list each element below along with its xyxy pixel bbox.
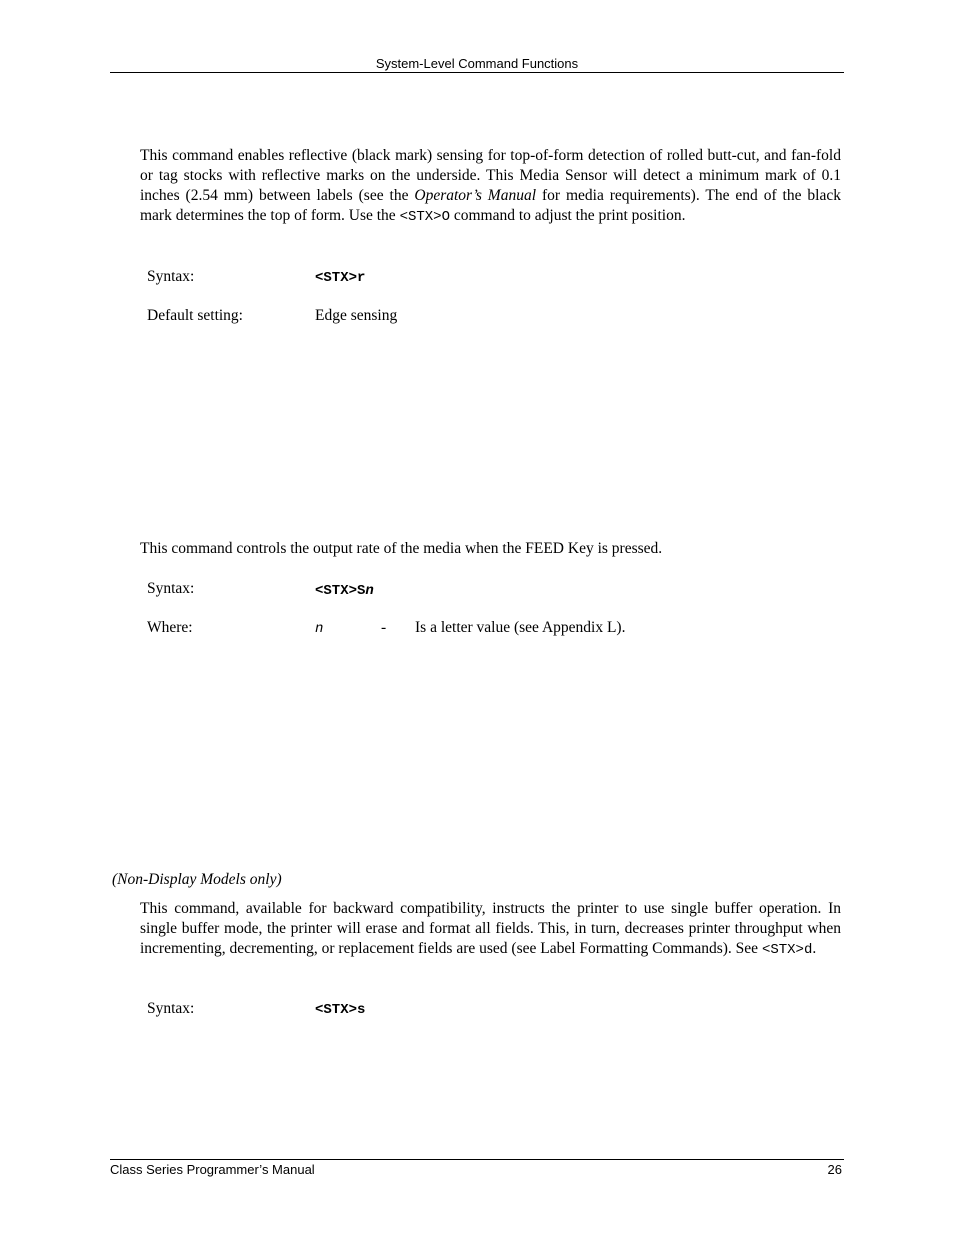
- section-s-text: This command, available for backward compatibility, instructs the printer to use single buffer operation. In single buffer mode, the printer will erase and format all fields. This, in turn, decreases printer throughput when incrementing, decrementing, or replacement fields are used (see Label Formatting Commands). See: [140, 900, 841, 957]
- page-number: 26: [827, 1162, 842, 1177]
- section-r-text-2: for media requirements). The end of the black mark determines the top of form. Use the: [140, 187, 841, 224]
- section-s-description: [140, 899, 841, 960]
- syntax-value: <STX>r: [315, 270, 366, 286]
- model-note: (Non-Display Models only): [112, 871, 282, 888]
- syntax-label: Syntax:: [147, 1000, 195, 1017]
- stx-d-command: <STX>d: [761, 942, 813, 958]
- section-S-description: This command controls the output rate of the media when the FEED Key is pressed.: [140, 540, 663, 557]
- footer-title: Class Series Programmer’s Manual: [110, 1162, 315, 1177]
- section-r-text-1: This command enables reflective (black mark) sensing for top-of-form detection of rolled butt-cut, and fan-fold or tag stocks with reflective marks on the underside. This Media Sensor will detect a minimum mark of 0.1 inches (2.54 mm) between labels (see the: [140, 147, 841, 204]
- syntax-value: [315, 580, 374, 601]
- where-dash: -: [381, 619, 387, 636]
- footer-rule: [110, 1159, 844, 1160]
- header-rule: [110, 72, 844, 73]
- operators-manual-reference: Operator’s Manual: [414, 187, 537, 204]
- where-description: Is a letter value (see Appendix L).: [415, 619, 626, 636]
- page-header: System-Level Command Functions: [375, 56, 579, 71]
- section-r-text-3: command to adjust the print position.: [449, 207, 686, 224]
- syntax-value: <STX>s: [315, 1002, 366, 1018]
- where-label: Where:: [147, 619, 193, 636]
- syntax-label: Syntax:: [147, 268, 195, 285]
- section-s-period: .: [812, 940, 817, 957]
- syntax-command: <STX>S: [315, 583, 366, 599]
- syntax-label: Syntax:: [147, 580, 195, 597]
- default-setting-label: Default setting:: [147, 307, 243, 324]
- where-variable: n: [315, 621, 324, 637]
- stx-o-command: <STX>O: [399, 209, 450, 225]
- section-r-description: [140, 146, 841, 227]
- default-setting-value: Edge sensing: [315, 307, 398, 324]
- syntax-variable: n: [365, 583, 374, 599]
